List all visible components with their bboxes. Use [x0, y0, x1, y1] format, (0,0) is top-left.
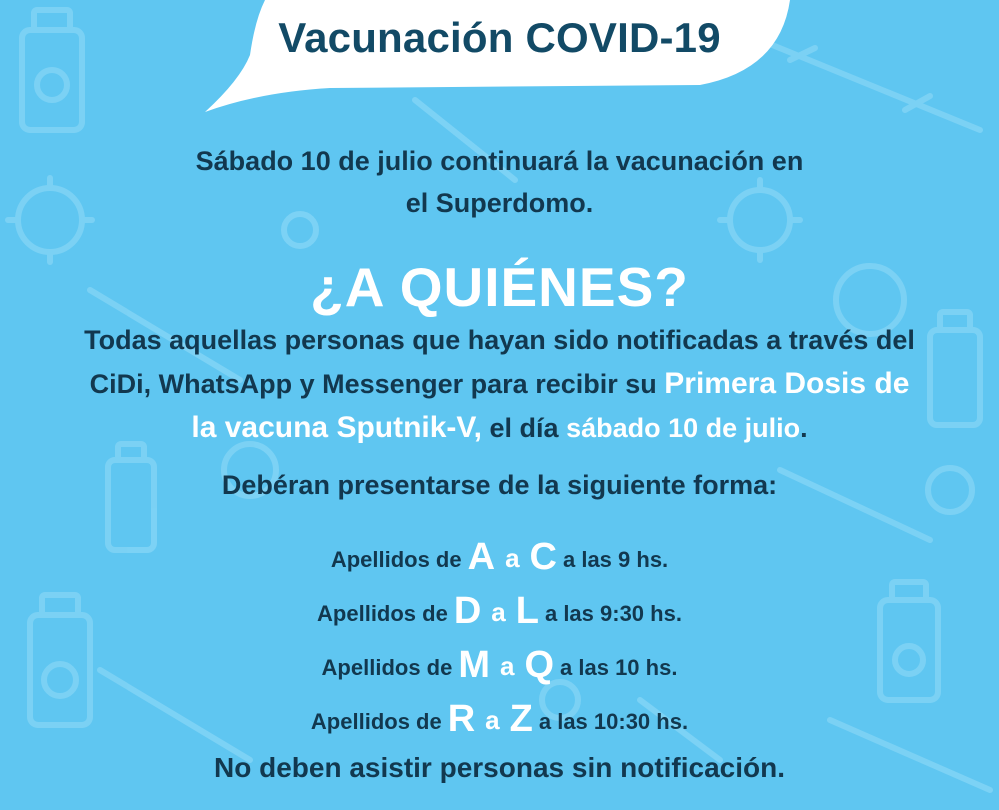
letter-to: Z: [509, 698, 533, 740]
vaccine-name-highlight: la vacuna Sputnik-V,: [191, 411, 483, 444]
schedule-list: [0, 530, 999, 746]
body-line-2-text: CiDi, WhatsApp y Messenger para recibir su: [89, 369, 665, 399]
page-title: Vacunación COVID-19: [278, 14, 721, 61]
body-line-1: Todas aquellas personas que hayan sido notificadas a través del: [84, 325, 915, 355]
eligibility-text: [0, 318, 999, 450]
first-dose-highlight: Primera Dosis de: [664, 367, 910, 400]
date-announcement: [0, 140, 999, 224]
letter-connector: a: [491, 597, 506, 627]
letter-connector: a: [485, 705, 500, 735]
schedule-time: a las 9:30 hs.: [544, 601, 682, 626]
letter-to: Q: [524, 644, 555, 686]
schedule-time: a las 9 hs.: [562, 547, 669, 572]
schedule-row: [0, 638, 999, 692]
body-line-2: [0, 362, 999, 406]
schedule-time: a las 10:30 hs.: [538, 709, 689, 734]
letter-connector: a: [500, 651, 515, 681]
instructions-heading: Debéran presentarse de la siguiente forma:: [221, 470, 778, 500]
body-line-3-text: el día: [482, 413, 567, 443]
letter-from: M: [458, 644, 490, 686]
schedule-row: [0, 692, 999, 746]
closing-notice: No deben asistir personas sin notificación.: [213, 752, 786, 783]
date-highlight: sábado 10 de julio: [566, 413, 801, 443]
date-line-2: el Superdomo.: [405, 188, 594, 218]
schedule-time: a las 10 hs.: [560, 655, 678, 680]
letter-from: R: [447, 698, 476, 740]
schedule-row: [0, 530, 999, 584]
schedule-prefix: Apellidos de: [330, 547, 462, 572]
letter-connector: a: [505, 543, 520, 573]
question-heading: ¿A QUIÉNES?: [310, 256, 689, 318]
letter-to: L: [515, 590, 539, 632]
letter-from: D: [453, 590, 482, 632]
letter-to: C: [529, 536, 557, 578]
schedule-prefix: Apellidos de: [310, 709, 442, 734]
date-line-1: Sábado 10 de julio continuará la vacunación en: [195, 146, 804, 176]
schedule-row: [0, 584, 999, 638]
letter-from: A: [467, 536, 496, 578]
body-line-3: [0, 406, 999, 450]
body-line-3-end: .: [800, 413, 808, 443]
schedule-prefix: Apellidos de: [317, 601, 448, 626]
schedule-prefix: Apellidos de: [321, 655, 453, 680]
